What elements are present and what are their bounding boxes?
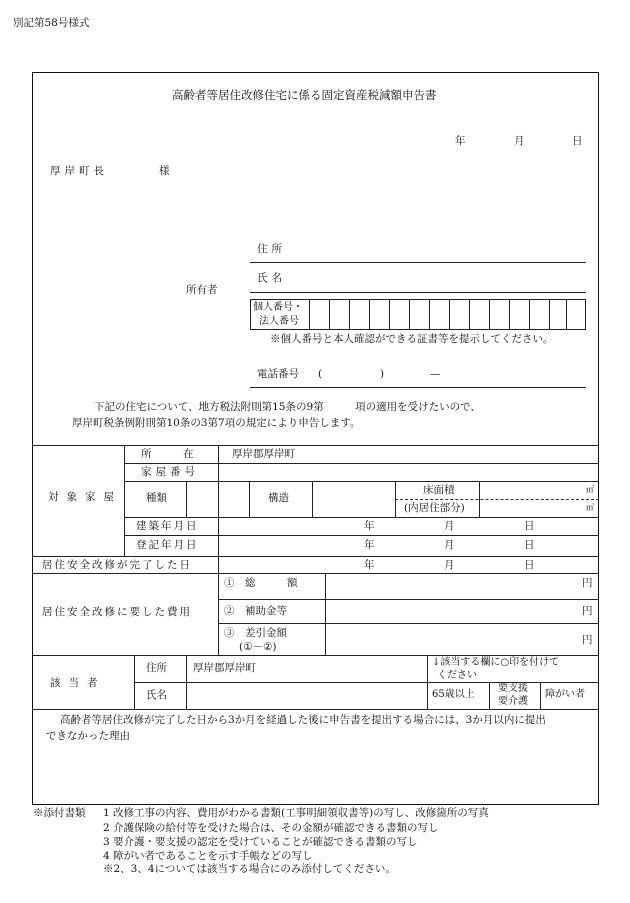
costs-label: 居住安全改修に要した費用: [42, 606, 192, 618]
phone-paren-open: (: [318, 368, 323, 380]
reason-line-2: できなかった理由: [46, 730, 130, 742]
phone-paren-close: ): [380, 368, 385, 380]
cost-subsidy-label: ② 補助金等: [224, 605, 287, 617]
type-label: 種類: [146, 492, 167, 504]
structure-label: 構造: [268, 492, 289, 504]
built-day[interactable]: 日: [524, 520, 535, 532]
registered-month[interactable]: 月: [444, 539, 455, 551]
option-care-2: 要介護: [498, 696, 528, 707]
date-year[interactable]: 年: [455, 135, 466, 147]
applicant-label: 該当者: [50, 677, 106, 689]
check-note-2: ください: [437, 670, 477, 681]
location-value[interactable]: 厚岸郡厚岸町: [232, 448, 295, 460]
option-disabled[interactable]: 障がい者: [545, 689, 585, 700]
built-year[interactable]: 年: [364, 520, 375, 532]
attachments-label: ※添付書類: [33, 807, 86, 819]
option-care-1[interactable]: 要支援: [498, 683, 528, 694]
completion-label: 居住安全改修が完了した日: [42, 559, 192, 571]
cost-total-yen[interactable]: 円: [582, 577, 593, 589]
cost-net-label: ③ 差引金額: [224, 627, 287, 639]
intro-line-1: 下記の住宅について、地方税法附則第15条の9第 項の適用を受けたいので、: [94, 401, 481, 413]
area-unit-1: ㎡: [586, 485, 594, 494]
registered-day[interactable]: 日: [524, 539, 535, 551]
phone-line[interactable]: [250, 387, 586, 388]
phone-label: 電話番号: [257, 368, 299, 380]
attachment-item-2: 2 介護保険の給付等を受けた場合は、その金額が確認できる書類の写し: [103, 822, 439, 834]
cost-net-yen[interactable]: 円: [582, 634, 593, 646]
completion-year[interactable]: 年: [364, 559, 375, 571]
form-number: 別記第58号様式: [13, 17, 90, 29]
id-label-2: 法人番号: [259, 316, 299, 327]
built-date-label: 建築年月日: [136, 520, 199, 532]
applicant-name-label: 氏名: [146, 689, 167, 701]
id-note: ※個人番号と本人確認ができる証書等を提示してください。: [270, 333, 554, 345]
living-part-label: (内居住部分): [404, 502, 465, 514]
owner-address-line[interactable]: [250, 262, 586, 263]
addressee-honorific: 様: [159, 165, 170, 177]
reason-text-area[interactable]: [40, 748, 590, 798]
date-month[interactable]: 月: [514, 135, 525, 147]
built-month[interactable]: 月: [444, 520, 455, 532]
attachment-item-3: 3 要介護・要支援の認定を受けていることが確認できる書類の写し: [103, 836, 418, 848]
owner-address-label: 住所: [257, 243, 286, 255]
applicant-address-label: 住所: [146, 662, 167, 674]
property-section-label: 対象家屋: [48, 491, 122, 503]
completion-day[interactable]: 日: [524, 559, 535, 571]
addressee-name: 厚岸町長: [50, 165, 108, 177]
registered-year[interactable]: 年: [364, 539, 375, 551]
floor-area-label: 床面積: [423, 484, 455, 496]
option-age-65[interactable]: 65歳以上: [432, 689, 475, 700]
applicant-address-value[interactable]: 厚岸郡厚岸町: [193, 662, 256, 674]
intro-line-2: 厚岸町税条例附則第10条の3第7項の規定により申告します。: [72, 417, 361, 429]
location-label: 所 在: [141, 448, 194, 460]
id-label-1: 個人番号・: [253, 302, 303, 313]
registered-date-label: 登記年月日: [136, 539, 199, 551]
cost-total-label: ① 総 額: [224, 577, 298, 589]
form-title: 高齢者等居住改修住宅に係る固定資産税減額申告書: [172, 88, 437, 102]
reason-line-1: 高齢者等居住改修が完了した日から3か月を経過した後に申告書を提出する場合には、3か月以内に提出: [60, 714, 546, 726]
phone-dash: —: [430, 368, 441, 380]
cost-net-sub: (①－②): [239, 641, 277, 653]
attachment-item-1: 1 改修工事の内容、費用がわかる書類(工事明細領収書等)の写し、改修箇所の写真: [103, 807, 489, 819]
attachment-item-4: 4 障がい者であることを示す手帳などの写し: [103, 850, 313, 862]
house-number-label: 家屋番号: [141, 466, 199, 478]
attachment-note: ※2、3、4については該当する場合にのみ添付してください。: [103, 863, 396, 875]
owner-name-label: 氏名: [257, 272, 286, 284]
owner-label: 所有者: [186, 284, 218, 296]
area-unit-2: ㎡: [586, 503, 594, 512]
cost-subsidy-yen[interactable]: 円: [582, 605, 593, 617]
check-note-1: ↓該当する欄に○印を付けて: [432, 657, 560, 668]
date-day[interactable]: 日: [572, 135, 583, 147]
completion-month[interactable]: 月: [444, 559, 455, 571]
owner-name-line[interactable]: [250, 292, 586, 293]
